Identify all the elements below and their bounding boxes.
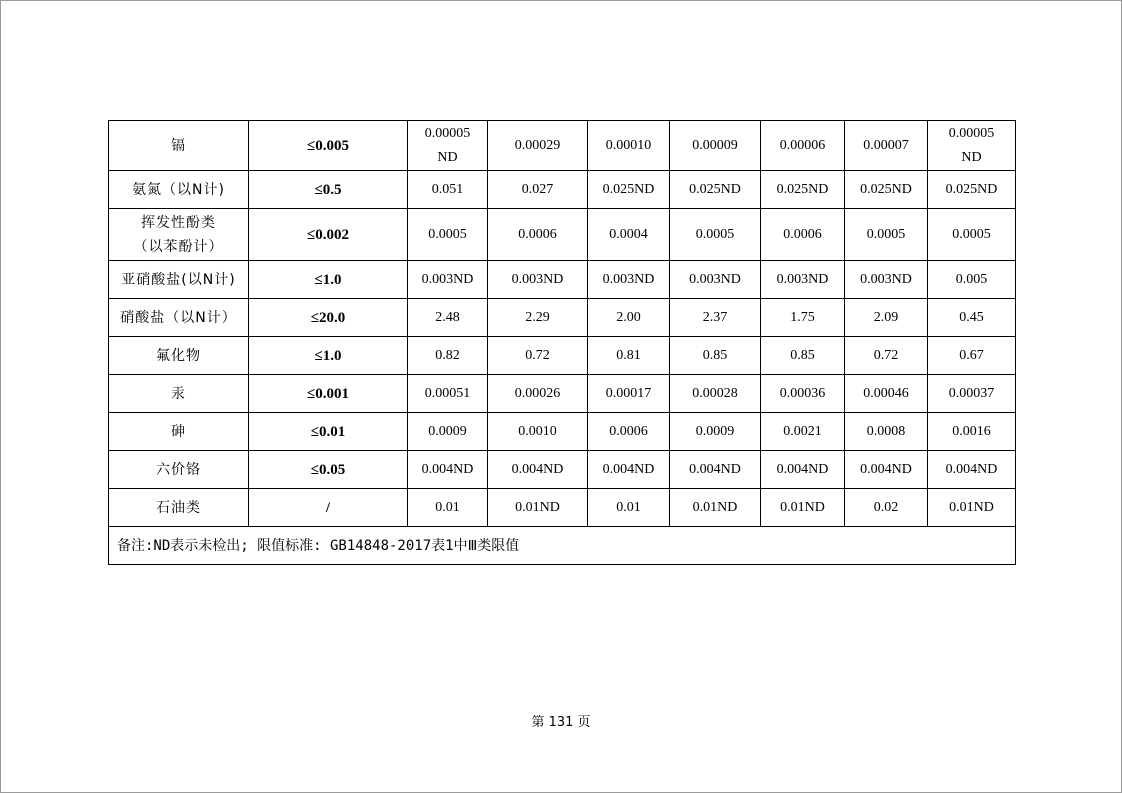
measurement-cell: 0.025ND: [761, 171, 845, 209]
measurement-cell: 0.004ND: [670, 451, 761, 489]
measurement-cell: 0.0009: [408, 413, 488, 451]
measurement-cell: 0.0005: [845, 209, 928, 261]
measurement-cell: 2.37: [670, 299, 761, 337]
measurement-cell: 0.01ND: [761, 489, 845, 527]
limit-value-cell: ≤20.0: [249, 299, 408, 337]
measurement-cell: 0.45: [928, 299, 1016, 337]
page-number: 第 131 页: [531, 715, 591, 730]
note-row: [109, 527, 1016, 565]
table-row: [109, 375, 1016, 413]
parameter-name-cell: 六价铬: [109, 451, 249, 489]
table-row: [109, 451, 1016, 489]
limit-value-cell: ≤0.05: [249, 451, 408, 489]
measurement-cell: 0.004ND: [408, 451, 488, 489]
measurement-cell: 0.003ND: [408, 261, 488, 299]
measurement-cell: 0.0006: [488, 209, 588, 261]
measurement-cell: 0.00029: [488, 121, 588, 171]
measurement-cell: 0.00046: [845, 375, 928, 413]
measurement-cell: 0.00005 ND: [408, 121, 488, 171]
limit-value-cell: ≤0.01: [249, 413, 408, 451]
parameter-name-cell: 硝酸盐（以N计）: [109, 299, 249, 337]
limit-value-cell: ≤0.002: [249, 209, 408, 261]
measurement-cell: 0.003ND: [670, 261, 761, 299]
parameter-name-cell: 氟化物: [109, 337, 249, 375]
measurement-cell: 0.004ND: [928, 451, 1016, 489]
water-quality-table: [108, 120, 1016, 565]
measurement-cell: 0.003ND: [488, 261, 588, 299]
measurement-cell: 0.051: [408, 171, 488, 209]
measurement-cell: 0.003ND: [588, 261, 670, 299]
measurement-cell: 0.00017: [588, 375, 670, 413]
measurement-cell: 0.00010: [588, 121, 670, 171]
measurement-cell: 0.0005: [670, 209, 761, 261]
measurement-cell: 2.00: [588, 299, 670, 337]
measurement-cell: 0.00006: [761, 121, 845, 171]
measurement-cell: 0.72: [845, 337, 928, 375]
parameter-name-cell: 汞: [109, 375, 249, 413]
measurement-cell: 0.81: [588, 337, 670, 375]
measurement-cell: 0.0021: [761, 413, 845, 451]
measurement-cell: 2.29: [488, 299, 588, 337]
parameter-name-cell: 石油类: [109, 489, 249, 527]
measurement-cell: 2.09: [845, 299, 928, 337]
table-row: [109, 299, 1016, 337]
limit-value-cell: ≤0.005: [249, 121, 408, 171]
table-row: [109, 489, 1016, 527]
table-row: [109, 337, 1016, 375]
measurement-cell: 0.01: [408, 489, 488, 527]
measurement-cell: 0.0008: [845, 413, 928, 451]
measurement-cell: 0.85: [670, 337, 761, 375]
measurement-cell: 0.0006: [588, 413, 670, 451]
measurement-cell: 0.025ND: [588, 171, 670, 209]
parameter-name-cell: 镉: [109, 121, 249, 171]
measurement-cell: 0.004ND: [845, 451, 928, 489]
measurement-cell: 0.0009: [670, 413, 761, 451]
measurement-cell: 0.82: [408, 337, 488, 375]
parameter-name-cell: 亚硝酸盐(以N计): [109, 261, 249, 299]
measurement-cell: 0.003ND: [845, 261, 928, 299]
measurement-cell: 0.0006: [761, 209, 845, 261]
measurement-cell: 0.00005 ND: [928, 121, 1016, 171]
measurement-cell: 0.004ND: [488, 451, 588, 489]
measurement-cell: 0.01ND: [670, 489, 761, 527]
measurement-cell: 0.67: [928, 337, 1016, 375]
limit-value-cell: ≤0.5: [249, 171, 408, 209]
measurement-cell: 0.0010: [488, 413, 588, 451]
measurement-cell: 0.00037: [928, 375, 1016, 413]
measurement-cell: 2.48: [408, 299, 488, 337]
measurement-cell: 0.0005: [928, 209, 1016, 261]
measurement-cell: 0.025ND: [845, 171, 928, 209]
table-row: [109, 171, 1016, 209]
measurement-cell: 0.025ND: [928, 171, 1016, 209]
measurement-cell: 0.01ND: [488, 489, 588, 527]
measurement-cell: 0.025ND: [670, 171, 761, 209]
measurement-cell: 0.02: [845, 489, 928, 527]
measurement-cell: 0.72: [488, 337, 588, 375]
limit-value-cell: ≤0.001: [249, 375, 408, 413]
measurement-cell: 0.004ND: [761, 451, 845, 489]
measurement-cell: 0.005: [928, 261, 1016, 299]
parameter-name-cell: 砷: [109, 413, 249, 451]
measurement-cell: 0.0005: [408, 209, 488, 261]
limit-value-cell: ≤1.0: [249, 337, 408, 375]
measurement-cell: 0.01: [588, 489, 670, 527]
parameter-name-cell: 挥发性酚类 （以苯酚计）: [109, 209, 249, 261]
table-row: [109, 413, 1016, 451]
parameter-name-cell: 氨氮（以N计): [109, 171, 249, 209]
table-row: [109, 209, 1016, 261]
measurement-cell: 0.0016: [928, 413, 1016, 451]
measurement-cell: 1.75: [761, 299, 845, 337]
measurement-cell: 0.027: [488, 171, 588, 209]
measurement-cell: 0.00009: [670, 121, 761, 171]
measurement-cell: 0.00051: [408, 375, 488, 413]
measurement-cell: 0.004ND: [588, 451, 670, 489]
measurement-cell: 0.00036: [761, 375, 845, 413]
measurement-cell: 0.85: [761, 337, 845, 375]
measurement-cell: 0.01ND: [928, 489, 1016, 527]
table-row: [109, 261, 1016, 299]
measurement-cell: 0.0004: [588, 209, 670, 261]
measurement-cell: 0.00028: [670, 375, 761, 413]
limit-value-cell: ≤1.0: [249, 261, 408, 299]
limit-value-cell: /: [249, 489, 408, 527]
measurement-cell: 0.003ND: [761, 261, 845, 299]
table-row: [109, 121, 1016, 171]
measurement-cell: 0.00026: [488, 375, 588, 413]
measurement-cell: 0.00007: [845, 121, 928, 171]
table-note: 备注:ND表示未检出; 限值标准: GB14848-2017表1中Ⅲ类限值: [109, 527, 1016, 565]
